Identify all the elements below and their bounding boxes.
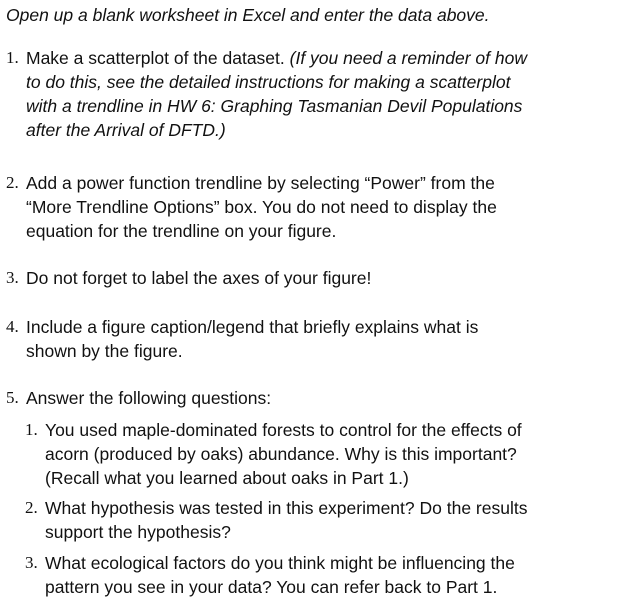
sub-list-item-line: What ecological factors do you think might be influencing the [45,553,515,573]
sub-list-item-number: 1. [25,420,38,439]
list-item-number: 4. [6,317,19,336]
intro-text: Open up a blank worksheet in Excel and enter the data above. [6,5,490,25]
sub-list-item-line: What hypothesis was tested in this experiment? Do the results [45,498,528,518]
list-item-text [26,386,271,410]
list-item-line: Answer the following questions: [26,388,272,408]
list-item-line-italic: (If you need a reminder of how [289,48,527,68]
list-item-number: 1. [6,48,19,67]
list-item-line: after the Arrival of DFTD.) [26,120,226,140]
list-item-line: Add a power function trendline by selecting “Power” from the [26,173,495,193]
list-item-number: 2. [6,173,19,192]
sub-list-item-text [45,496,527,544]
list-item-number: 3. [6,268,19,287]
sub-list-item-line: You used maple-dominated forests to control for the effects of [45,420,522,440]
list-item-text [26,171,497,243]
list-item-line: equation for the trendline on your figure. [26,221,337,241]
list-item-line: shown by the figure. [26,341,183,361]
sub-list-item-number: 3. [25,553,38,572]
list-item-line: Include a figure caption/legend that briefly explains what is [26,317,479,337]
sub-list-item-text [45,418,522,490]
list-item-text [26,46,527,142]
sub-list-item-number: 2. [25,498,38,517]
sub-list-item-line: acorn (produced by oaks) abundance. Why is this important? [45,444,517,464]
list-item-line: Do not forget to label the axes of your figure! [26,268,372,288]
sub-list-item-line: (Recall what you learned about oaks in Part 1.) [45,468,409,488]
sub-list-item-line: pattern you see in your data? You can refer back to Part 1. [45,577,498,597]
list-item-line: “More Trendline Options” box. You do not need to display the [26,197,497,217]
list-item-line: with a trendline in HW 6: Graphing Tasmanian Devil Populations [26,96,523,116]
list-item-number: 5. [6,388,19,407]
list-item-line: to do this, see the detailed instructions for making a scatterplot [26,72,511,92]
list-item-line-plain: Make a scatterplot of the dataset. [26,48,290,68]
sub-list-item-line: support the hypothesis? [45,522,231,542]
sub-list-item-text [45,551,515,599]
list-item-text [26,315,478,363]
list-item-line [26,46,527,70]
list-item-text [26,266,371,290]
